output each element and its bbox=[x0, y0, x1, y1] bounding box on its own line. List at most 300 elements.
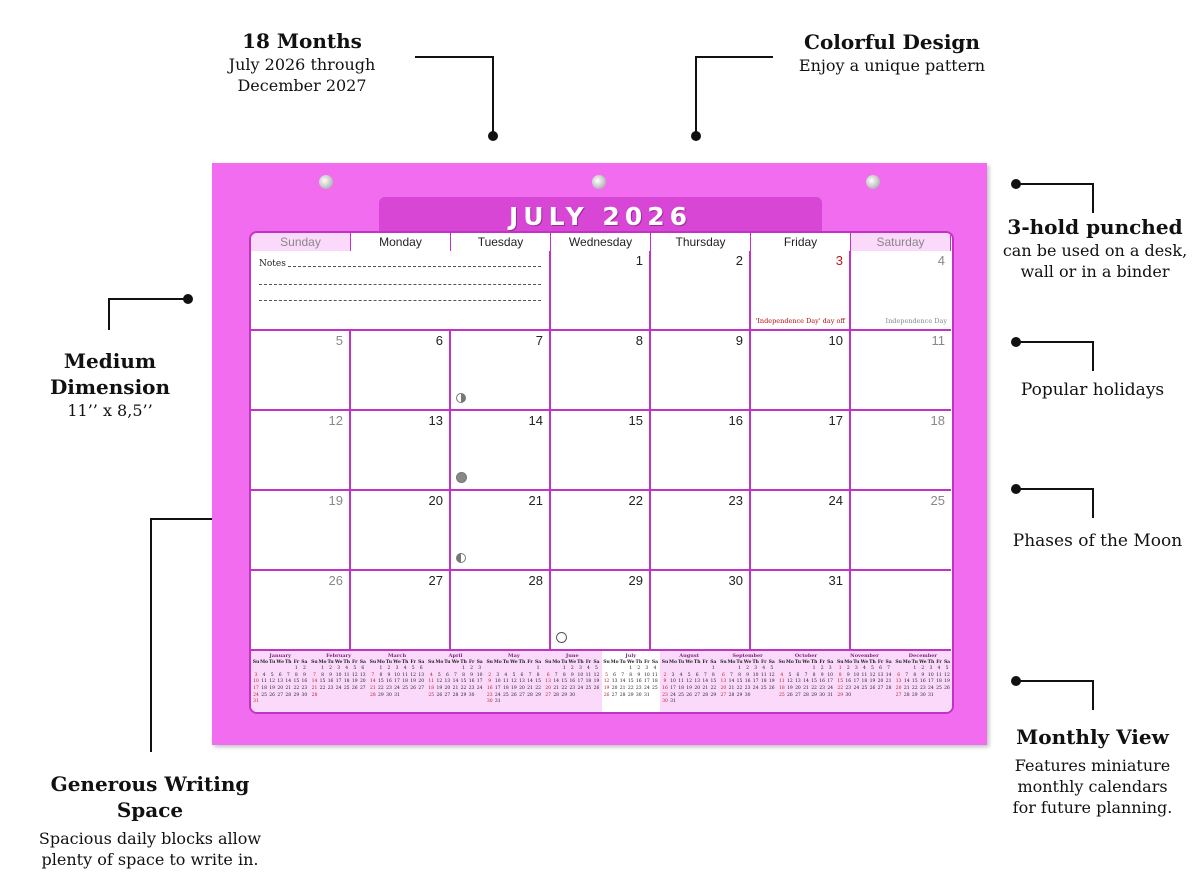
mini-day: 22 bbox=[811, 685, 817, 691]
mini-day: 29 bbox=[460, 692, 467, 698]
mini-day: 12 bbox=[869, 672, 876, 678]
mini-day: 3 bbox=[645, 666, 649, 672]
day-number: 29 bbox=[628, 573, 643, 588]
mini-day: 2 bbox=[746, 666, 750, 672]
mini-day: 16 bbox=[635, 679, 642, 685]
mini-weekday: Mo bbox=[669, 659, 678, 665]
mini-day: 18 bbox=[678, 685, 684, 691]
mini-day: 30 bbox=[919, 692, 926, 698]
mini-day: 22 bbox=[293, 685, 300, 691]
day-cell[interactable] bbox=[251, 331, 351, 411]
mini-day: 10 bbox=[577, 672, 584, 678]
mini-day: 19 bbox=[768, 679, 775, 685]
mini-day: 11 bbox=[678, 679, 684, 685]
mini-day: 5 bbox=[770, 666, 774, 672]
mini-day: 23 bbox=[468, 685, 475, 691]
mini-day: 6 bbox=[445, 672, 449, 678]
mini-day: 2 bbox=[663, 672, 667, 678]
mini-day: 29 bbox=[710, 692, 717, 698]
mini-day: 26 bbox=[768, 685, 775, 691]
mini-day: 23 bbox=[569, 685, 576, 691]
mini-day: 12 bbox=[787, 679, 793, 685]
day-number: 16 bbox=[728, 413, 743, 428]
day-number: 6 bbox=[435, 333, 443, 348]
mini-weekday: Tu bbox=[619, 659, 626, 665]
mini-calendar-november bbox=[835, 651, 893, 712]
mini-day: 4 bbox=[679, 672, 683, 678]
mini-day: 28 bbox=[370, 692, 376, 698]
mini-day: 8 bbox=[738, 672, 741, 678]
mini-calendar-title: September bbox=[732, 653, 763, 659]
mini-weekday: We bbox=[393, 659, 401, 665]
mini-day: 5 bbox=[411, 666, 415, 672]
mini-day: 18 bbox=[502, 685, 509, 691]
mini-day: 29 bbox=[837, 692, 844, 698]
mini-weekday: Mo bbox=[493, 659, 502, 665]
mini-calendar-title: February bbox=[326, 653, 352, 659]
mini-day: 13 bbox=[694, 679, 701, 685]
mini-day: 25 bbox=[678, 692, 684, 698]
mini-weekday: Fr bbox=[819, 659, 825, 665]
mini-day: 7 bbox=[804, 672, 808, 678]
callout-3-hole-punched bbox=[990, 214, 1200, 282]
day-header-monday: Monday bbox=[351, 233, 451, 251]
day-cell[interactable] bbox=[551, 491, 651, 571]
mini-day: 11 bbox=[778, 679, 785, 685]
mini-day: 20 bbox=[795, 685, 801, 691]
day-number: 26 bbox=[328, 573, 343, 588]
day-header-sunday: Sunday bbox=[251, 233, 351, 251]
day-cell[interactable] bbox=[651, 411, 751, 491]
mini-day: 2 bbox=[820, 666, 824, 672]
mini-day: 8 bbox=[562, 672, 566, 678]
mini-day: 6 bbox=[695, 672, 699, 678]
mini-day: 16 bbox=[468, 679, 475, 685]
callout-text: Features miniature bbox=[1014, 756, 1171, 775]
mini-weekday-row bbox=[252, 660, 308, 667]
mini-day: 8 bbox=[838, 672, 842, 678]
mini-day: 28 bbox=[702, 692, 709, 698]
day-cell[interactable] bbox=[751, 411, 851, 491]
mini-day: 11 bbox=[861, 672, 868, 678]
mini-day: 1 bbox=[321, 666, 324, 672]
day-cell[interactable] bbox=[451, 571, 551, 651]
mini-day: 21 bbox=[728, 685, 735, 691]
mini-day: 14 bbox=[452, 679, 459, 685]
day-cell[interactable] bbox=[451, 491, 551, 571]
mini-day: 10 bbox=[494, 679, 501, 685]
mini-day: 27 bbox=[795, 692, 801, 698]
mini-day-grid bbox=[310, 666, 366, 699]
mini-day: 4 bbox=[653, 666, 657, 672]
mini-day: 3 bbox=[854, 666, 858, 672]
mini-calendar-title: August bbox=[679, 653, 700, 659]
day-number: 8 bbox=[635, 333, 643, 348]
mini-day: 15 bbox=[911, 679, 918, 685]
day-cell[interactable] bbox=[851, 411, 951, 491]
mini-day: 18 bbox=[261, 685, 267, 691]
day-cell[interactable] bbox=[751, 331, 851, 411]
mini-day: 19 bbox=[410, 679, 417, 685]
mini-day: 16 bbox=[301, 679, 308, 685]
day-cell[interactable] bbox=[351, 331, 451, 411]
leader-line bbox=[1092, 488, 1094, 518]
day-cell[interactable] bbox=[451, 411, 551, 491]
day-cell[interactable] bbox=[551, 571, 651, 651]
mini-day: 23 bbox=[301, 685, 308, 691]
mini-day: 24 bbox=[577, 685, 584, 691]
mini-day: 16 bbox=[662, 685, 668, 691]
mini-day: 16 bbox=[386, 679, 392, 685]
mini-day: 16 bbox=[744, 679, 751, 685]
day-cell[interactable] bbox=[851, 571, 951, 651]
mini-day: 2 bbox=[637, 666, 641, 672]
mini-day: 4 bbox=[780, 672, 784, 678]
day-number: 7 bbox=[535, 333, 543, 348]
mini-calendar-title: March bbox=[388, 653, 407, 659]
mini-day: 15 bbox=[710, 679, 717, 685]
day-cell[interactable] bbox=[851, 331, 951, 411]
mini-day: 13 bbox=[359, 672, 366, 678]
mini-day-grid bbox=[369, 666, 425, 699]
mini-day: 15 bbox=[811, 679, 817, 685]
mini-weekday: We bbox=[860, 659, 869, 665]
mini-day: 24 bbox=[928, 685, 934, 691]
mini-day: 11 bbox=[343, 672, 350, 678]
mini-day: 7 bbox=[554, 672, 558, 678]
mini-weekday: Sa bbox=[768, 659, 775, 665]
mini-calendar-march bbox=[368, 651, 426, 712]
mini-day: 13 bbox=[277, 679, 284, 685]
mini-day: 31 bbox=[643, 692, 650, 698]
mini-day: 21 bbox=[311, 685, 318, 691]
mini-day: 15 bbox=[460, 679, 467, 685]
notes-area[interactable] bbox=[251, 251, 551, 331]
mini-day: 12 bbox=[686, 679, 693, 685]
mini-day: 19 bbox=[593, 679, 600, 685]
mini-day: 4 bbox=[345, 666, 349, 672]
mini-day: 26 bbox=[269, 692, 275, 698]
mini-weekday: Sa bbox=[943, 659, 951, 665]
mini-day: 9 bbox=[921, 672, 925, 678]
mini-day: 30 bbox=[635, 692, 642, 698]
day-cell[interactable] bbox=[351, 411, 451, 491]
mini-day: 1 bbox=[462, 666, 465, 672]
mini-day: 9 bbox=[637, 672, 641, 678]
mini-day: 31 bbox=[928, 692, 934, 698]
day-number: 24 bbox=[828, 493, 843, 508]
mini-day: 4 bbox=[937, 666, 941, 672]
day-cell[interactable] bbox=[751, 571, 851, 651]
mini-weekday: Th bbox=[635, 659, 643, 665]
mini-day: 25 bbox=[861, 685, 868, 691]
mini-weekday: We bbox=[568, 659, 577, 665]
day-number: 3 bbox=[835, 253, 843, 268]
mini-day: 6 bbox=[361, 666, 365, 672]
notes-rule bbox=[288, 265, 541, 267]
mini-day: 13 bbox=[545, 679, 551, 685]
mini-day: 29 bbox=[811, 692, 817, 698]
mini-day-grid bbox=[836, 666, 892, 699]
mini-weekday: Sa bbox=[827, 659, 834, 665]
mini-weekday: Fr bbox=[527, 659, 533, 665]
mini-day: 17 bbox=[827, 679, 834, 685]
mini-day-grid bbox=[252, 666, 308, 706]
mini-day: 20 bbox=[444, 685, 451, 691]
mini-calendar-title: May bbox=[508, 653, 520, 659]
mini-day: 19 bbox=[686, 685, 693, 691]
mini-day: 14 bbox=[728, 679, 735, 685]
day-number: 23 bbox=[728, 493, 743, 508]
mini-day: 27 bbox=[611, 692, 618, 698]
mini-weekday: We bbox=[743, 659, 752, 665]
mini-weekday: Fr bbox=[293, 659, 300, 665]
mini-day: 21 bbox=[702, 685, 709, 691]
mini-weekday: Su bbox=[836, 659, 844, 665]
mini-weekday: Mo bbox=[552, 659, 561, 665]
day-header-friday: Friday bbox=[751, 233, 851, 251]
day-cell[interactable] bbox=[551, 251, 651, 331]
mini-weekday: Su bbox=[486, 659, 493, 665]
day-cell[interactable] bbox=[651, 331, 751, 411]
mini-day: 26 bbox=[593, 685, 600, 691]
day-header-wednesday: Wednesday bbox=[551, 233, 651, 251]
mini-calendar-title: January bbox=[269, 653, 292, 659]
mini-day: 3 bbox=[578, 666, 582, 672]
mini-weekday: Fr bbox=[702, 659, 709, 665]
mini-day: 18 bbox=[652, 679, 658, 685]
mini-weekday: Tu bbox=[502, 659, 509, 665]
day-number: 17 bbox=[828, 413, 843, 428]
mini-weekday: Su bbox=[603, 659, 610, 665]
mini-day: 10 bbox=[827, 672, 834, 678]
mini-calendar-august bbox=[660, 651, 718, 712]
mini-weekday: Th bbox=[810, 659, 818, 665]
mini-day: 3 bbox=[395, 666, 399, 672]
mini-day: 20 bbox=[545, 685, 551, 691]
mini-day: 3 bbox=[754, 666, 758, 672]
full-moon-icon bbox=[456, 472, 467, 483]
day-number: 5 bbox=[335, 333, 343, 348]
callout-text: Enjoy a unique pattern bbox=[798, 56, 986, 75]
mini-day: 3 bbox=[337, 666, 341, 672]
mini-day: 5 bbox=[270, 672, 274, 678]
mini-weekday: We bbox=[626, 659, 635, 665]
mini-day: 19 bbox=[787, 685, 793, 691]
mini-weekday-row bbox=[778, 660, 834, 667]
mini-weekday: Su bbox=[252, 659, 260, 665]
mini-day: 2 bbox=[846, 666, 850, 672]
day-cell[interactable] bbox=[251, 571, 351, 651]
mini-day: 1 bbox=[738, 666, 741, 672]
mini-weekday: Su bbox=[778, 659, 786, 665]
mini-day: 4 bbox=[403, 666, 407, 672]
mini-day: 18 bbox=[936, 679, 942, 685]
mini-day: 30 bbox=[569, 692, 576, 698]
mini-day: 22 bbox=[460, 685, 467, 691]
mini-day: 6 bbox=[879, 666, 882, 672]
mini-day: 14 bbox=[553, 679, 560, 685]
day-cell[interactable] bbox=[751, 251, 851, 331]
mini-day: 31 bbox=[670, 699, 676, 705]
mini-day: 19 bbox=[603, 685, 610, 691]
mini-weekday: Tu bbox=[561, 659, 568, 665]
mini-day: 30 bbox=[744, 692, 751, 698]
day-cell[interactable] bbox=[451, 331, 551, 411]
mini-weekday: Th bbox=[752, 659, 759, 665]
mini-day: 28 bbox=[553, 692, 560, 698]
mini-day: 13 bbox=[720, 679, 727, 685]
mini-day: 16 bbox=[819, 679, 825, 685]
mini-day: 25 bbox=[402, 685, 408, 691]
mini-day: 4 bbox=[587, 666, 590, 672]
leader-line bbox=[1015, 680, 1093, 682]
mini-day: 1 bbox=[711, 666, 715, 672]
mini-day: 29 bbox=[736, 692, 743, 698]
mini-weekday: Fr bbox=[352, 659, 358, 665]
mini-day: 9 bbox=[488, 679, 492, 685]
mini-day: 20 bbox=[694, 685, 701, 691]
mini-day: 14 bbox=[311, 679, 318, 685]
day-number: 10 bbox=[828, 333, 843, 348]
mini-weekday: Fr bbox=[410, 659, 416, 665]
mini-day: 8 bbox=[629, 672, 633, 678]
mini-day: 27 bbox=[418, 685, 425, 691]
mini-day: 6 bbox=[546, 672, 550, 678]
notes-rule bbox=[259, 283, 541, 285]
mini-day: 20 bbox=[418, 679, 425, 685]
mini-day: 31 bbox=[394, 692, 400, 698]
mini-day: 3 bbox=[671, 672, 675, 678]
mini-day: 1 bbox=[838, 666, 842, 672]
mini-day: 1 bbox=[562, 666, 566, 672]
mini-day: 25 bbox=[502, 692, 509, 698]
mini-day: 20 bbox=[720, 685, 727, 691]
mini-day: 26 bbox=[511, 692, 517, 698]
mini-day: 7 bbox=[454, 672, 457, 678]
mini-calendar-october bbox=[777, 651, 835, 712]
mini-day: 12 bbox=[603, 679, 610, 685]
mini-day: 20 bbox=[359, 679, 366, 685]
leader-line bbox=[415, 56, 493, 58]
notes-label: Notes bbox=[259, 259, 286, 269]
day-number: 28 bbox=[528, 573, 543, 588]
day-cell[interactable] bbox=[551, 411, 651, 491]
mini-day: 4 bbox=[262, 672, 266, 678]
mini-day: 27 bbox=[277, 692, 284, 698]
day-number: 18 bbox=[930, 413, 945, 428]
day-cell[interactable] bbox=[551, 331, 651, 411]
day-number: 31 bbox=[828, 573, 843, 588]
mini-day: 26 bbox=[787, 692, 793, 698]
mini-day: 2 bbox=[387, 666, 391, 672]
day-cell[interactable] bbox=[851, 251, 951, 331]
mini-day: 31 bbox=[253, 699, 259, 705]
mini-day: 25 bbox=[343, 685, 350, 691]
calendar-sheet bbox=[212, 163, 987, 745]
mini-day: 14 bbox=[803, 679, 809, 685]
mini-day: 17 bbox=[394, 679, 400, 685]
leader-line bbox=[1092, 341, 1094, 371]
mini-day: 19 bbox=[351, 679, 358, 685]
callout-monthly-view bbox=[990, 724, 1195, 818]
mini-day: 11 bbox=[502, 679, 509, 685]
day-number: 30 bbox=[728, 573, 743, 588]
mini-weekday: Fr bbox=[877, 659, 884, 665]
callout-text: December 2027 bbox=[237, 76, 367, 95]
mini-calendar-title: December bbox=[908, 653, 938, 659]
callout-text: Spacious daily blocks allow bbox=[38, 829, 262, 848]
mini-day: 3 bbox=[254, 672, 258, 678]
day-cell[interactable] bbox=[251, 411, 351, 491]
mini-day: 26 bbox=[869, 685, 876, 691]
mini-day: 14 bbox=[370, 679, 376, 685]
mini-weekday-row bbox=[486, 660, 542, 667]
mini-day: 29 bbox=[561, 692, 568, 698]
mini-day: 17 bbox=[928, 679, 934, 685]
callout-title: Dimension bbox=[49, 375, 171, 399]
mini-day: 26 bbox=[944, 685, 950, 691]
mini-day: 30 bbox=[468, 692, 475, 698]
mini-day: 1 bbox=[629, 666, 633, 672]
day-cell[interactable] bbox=[651, 571, 751, 651]
mini-weekday: Mo bbox=[610, 659, 619, 665]
mini-day: 22 bbox=[837, 685, 844, 691]
mini-day: 7 bbox=[286, 672, 290, 678]
mini-weekday: Mo bbox=[785, 659, 794, 665]
mini-day: 17 bbox=[853, 679, 860, 685]
mini-weekday: Sa bbox=[301, 659, 308, 665]
mini-day: 22 bbox=[378, 685, 384, 691]
mini-day: 9 bbox=[470, 672, 474, 678]
mini-day: 29 bbox=[535, 692, 541, 698]
mini-weekday: Fr bbox=[936, 659, 942, 665]
mini-day: 15 bbox=[627, 679, 634, 685]
day-cell[interactable] bbox=[251, 491, 351, 571]
mini-day: 7 bbox=[313, 672, 316, 678]
mini-day: 5 bbox=[945, 666, 949, 672]
mini-day: 8 bbox=[462, 672, 465, 678]
mini-day: 11 bbox=[760, 672, 767, 678]
mini-day: 24 bbox=[494, 692, 501, 698]
day-cell[interactable] bbox=[351, 571, 451, 651]
mini-day: 6 bbox=[721, 672, 725, 678]
mini-day: 21 bbox=[619, 685, 626, 691]
day-cell[interactable] bbox=[851, 491, 951, 571]
mini-day: 17 bbox=[476, 679, 483, 685]
day-number: 21 bbox=[528, 493, 543, 508]
mini-day: 27 bbox=[545, 692, 551, 698]
mini-day: 7 bbox=[703, 672, 707, 678]
mini-day: 23 bbox=[845, 685, 852, 691]
mini-day: 17 bbox=[335, 679, 342, 685]
day-cell[interactable] bbox=[751, 491, 851, 571]
day-cell[interactable] bbox=[351, 491, 451, 571]
mini-day: 17 bbox=[494, 685, 501, 691]
mini-day: 9 bbox=[746, 672, 750, 678]
leader-line bbox=[695, 56, 773, 58]
mini-day-grid bbox=[544, 666, 600, 699]
mini-day: 7 bbox=[905, 672, 909, 678]
day-cell[interactable] bbox=[651, 251, 751, 331]
mini-day: 10 bbox=[670, 679, 676, 685]
mini-day: 21 bbox=[370, 685, 376, 691]
mini-day: 6 bbox=[796, 672, 800, 678]
mini-day: 28 bbox=[885, 685, 892, 691]
callout-text: Popular holidays bbox=[1020, 380, 1165, 400]
day-cell[interactable] bbox=[651, 491, 751, 571]
mini-day: 27 bbox=[444, 692, 451, 698]
